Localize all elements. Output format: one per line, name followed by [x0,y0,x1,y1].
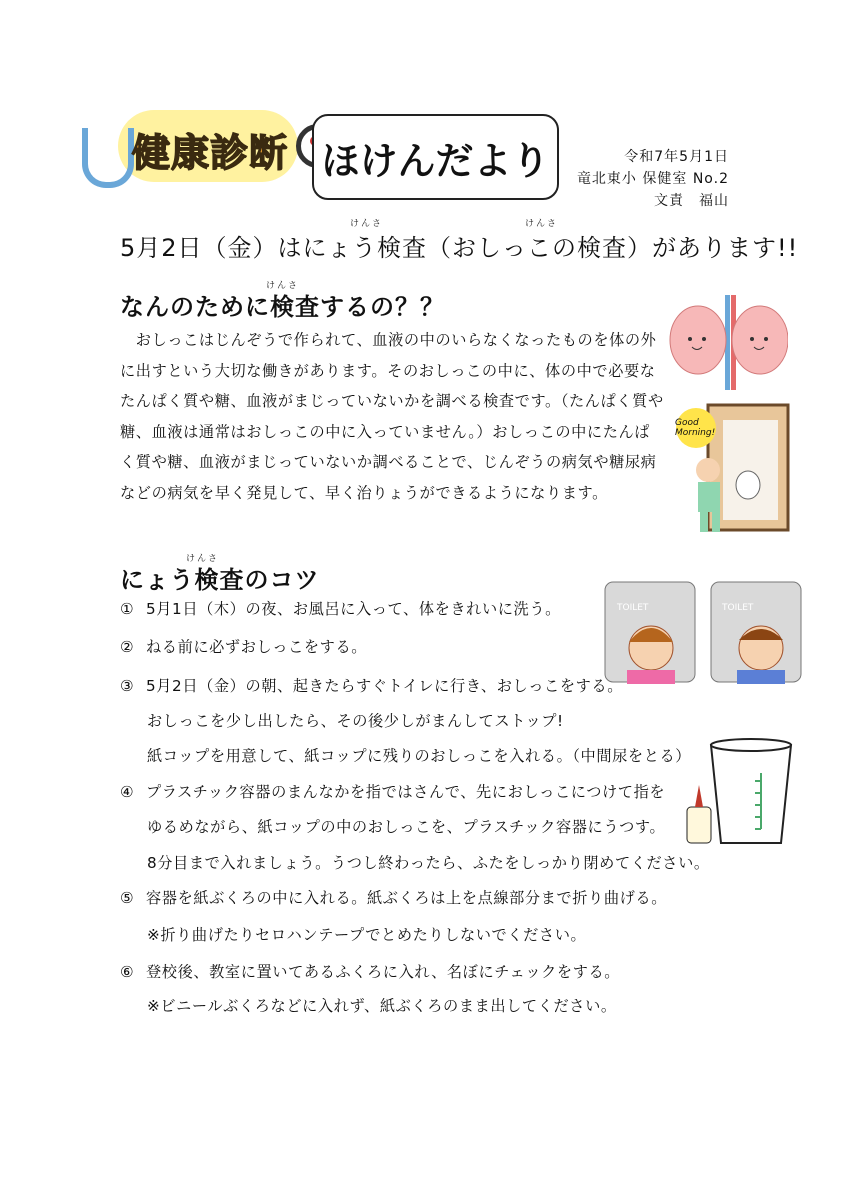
step-3: ③ 5月2日（金）の朝、起きたらすぐトイレに行き、おしっこをする。 [120,677,623,695]
step-4: ④ プラスチック容器のまんなかを指ではさんで、先におしっこにつけて指を [120,783,666,801]
section1-paragraph: おしっこはじんぞうで作られて、血液の中のいらなくなったものを体の外に出すという大切な働きがあります。そのおしっこの中に、体の中で必要なたんぱく質や糖、血液がまじっていないかを調べる検査です。（たんぱく質や糖、血液は通常はおしっこの中に入っていません。）おしっこの中にたんぱく質や糖、血液がまじっていないか調べることで、じんぞうの病気や糖尿病などの病気を早く発見して、早く治りょうができるようになります。 [120,331,664,502]
stethoscope-icon [82,128,134,188]
school-name: 竜北東小 保健室 No.2 [576,171,729,187]
lead-announcement: 5月2日（金）はにょう検査（おしっこの検査）があります!! [120,234,799,262]
section1-heading: なんのために検査するの？？ [120,293,445,321]
step-2: ② ねる前に必ずおしっこをする。 [120,638,368,656]
step-3-line-3: 紙コップを用意して、紙コップに残りのおしっこを入れる。（中間尿をとる） [147,747,692,765]
issue-date: 令和7年5月1日 [624,149,729,165]
step-6: ⑥ 登校後、教室に置いてあるふくろに入れ、名ぼにチェックをする。 [120,963,621,981]
kidneys-illustration [668,295,788,390]
section2-heading: にょう検査のコツ [120,566,320,594]
toilet-label-1: TOILET [617,603,649,613]
section1-ruby: けんさ [266,281,300,291]
step-4-line-2: ゆるめながら、紙コップの中のおしっこを、プラスチック容器にうつす。 [147,818,666,836]
author: 文責 福山 [654,193,729,209]
step-3-line-2: おしっこを少し出したら、その後少しがまんしてストップ! [147,712,564,730]
step-1: ① 5月1日（木）の夜、お風呂に入って、体をきれいに洗う。 [120,600,561,618]
step-5-note: ※折り曲げたりセロハンテープでとめたりしないでください。 [147,926,587,944]
newsletter-title: ほけんだより [312,114,559,200]
cup-container-illustration [683,735,808,847]
step-5: ⑤ 容器を紙ぶくろの中に入れる。紙ぶくろは上を点線部分まで折り曲げる。 [120,889,667,907]
good-morning-text: Good Morning! [675,418,716,438]
section2-ruby: けんさ [186,554,220,564]
step-4-line-3: 8分目まで入れましょう。うつし終わったら、ふたをしっかり閉めてください。 [147,854,710,872]
toilet-label-2: TOILET [722,603,754,613]
kids-toilet-illustration [603,578,823,686]
lead-ruby-1: けんさ [350,219,384,229]
banner-title: 健康診断 [132,131,289,175]
step-6-note: ※ビニールぶくろなどに入れず、紙ぶくろのまま出してください。 [147,997,617,1015]
lead-ruby-2: けんさ [525,219,559,229]
